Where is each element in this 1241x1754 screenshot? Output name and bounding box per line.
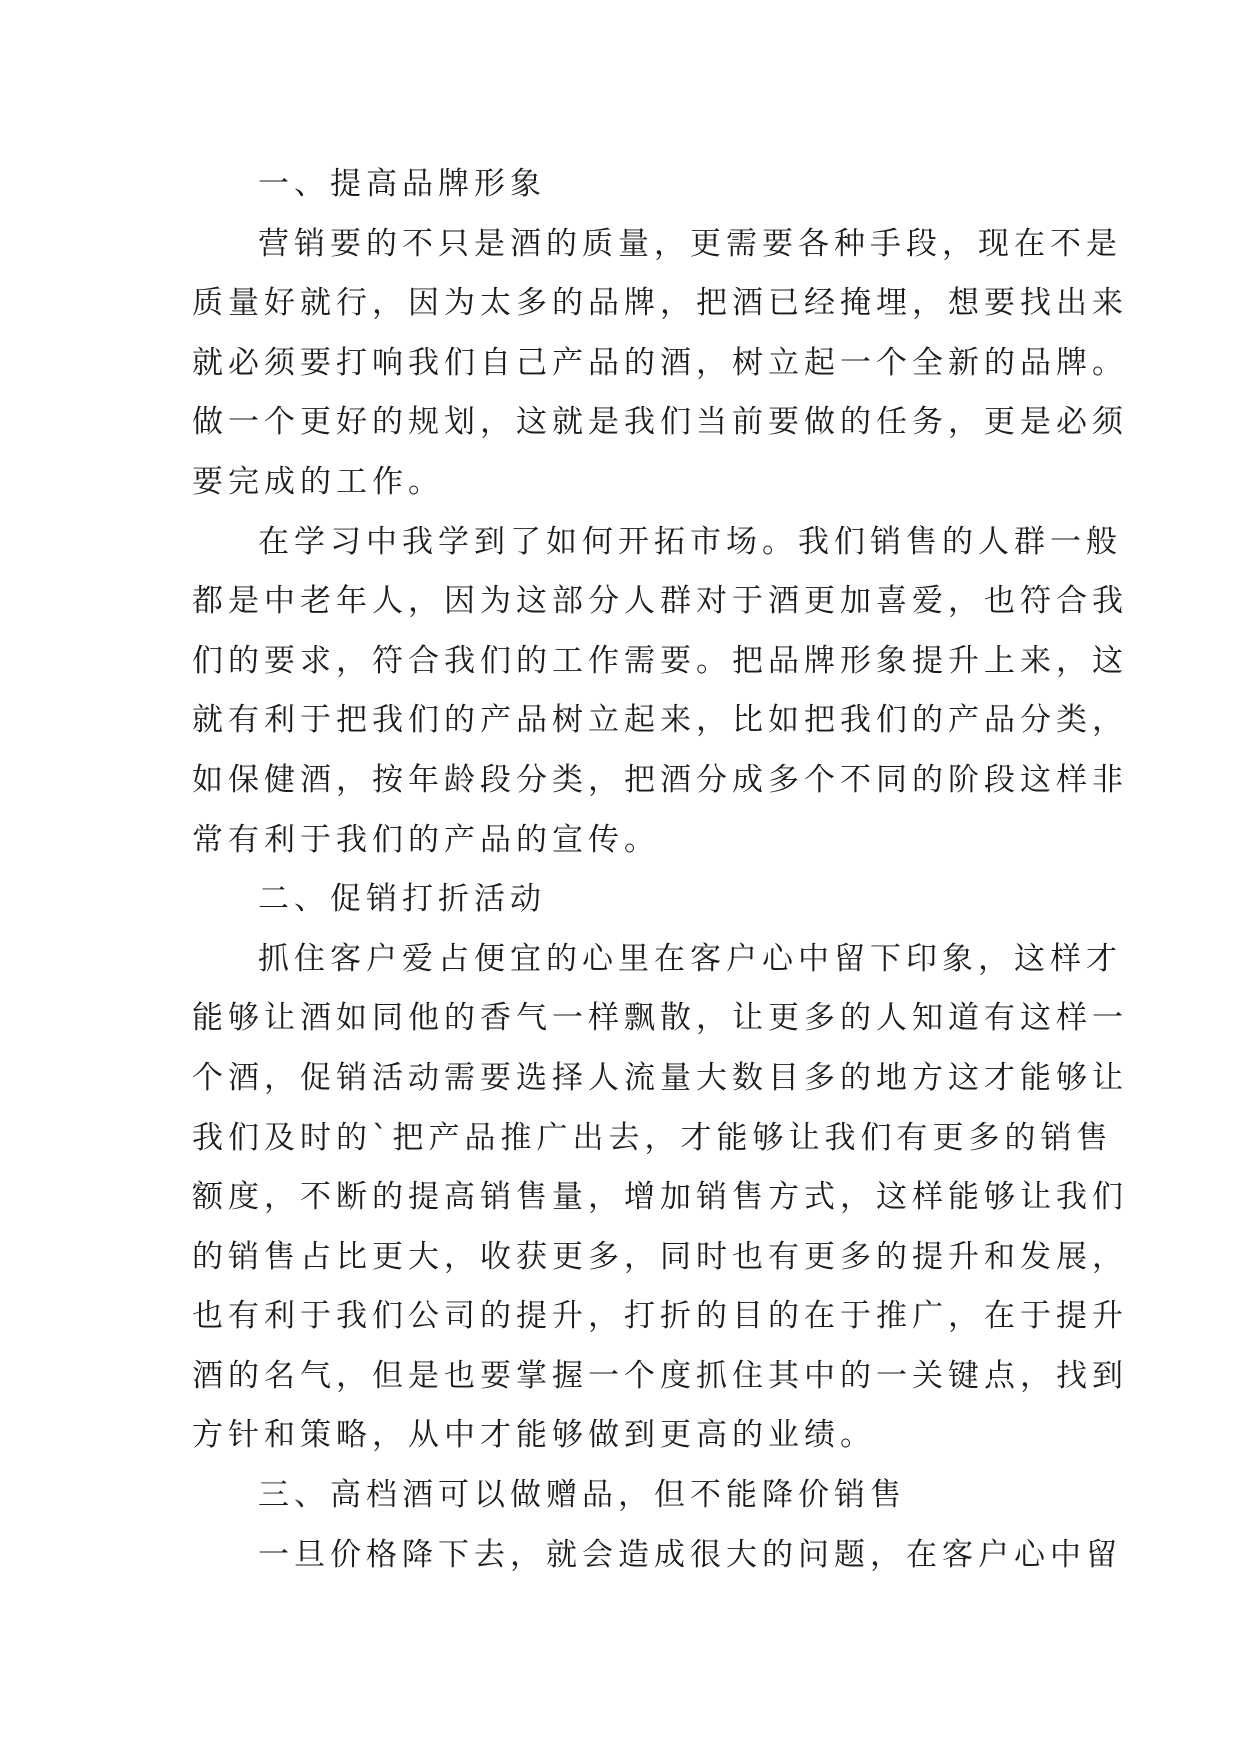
paragraph-line: 也有利于我们公司的提升，打折的目的在于推广，在于提升 — [192, 1298, 1128, 1335]
section-heading-2: 二、促销打折活动 — [258, 881, 546, 918]
paragraph-line: 就有利于把我们的产品树立起来，比如把我们的产品分类， — [192, 702, 1128, 739]
paragraph-line: 要完成的工作。 — [192, 463, 444, 500]
paragraph-line: 如保健酒，按年龄段分类，把酒分成多个不同的阶段这样非 — [192, 761, 1128, 798]
paragraph-line: 做一个更好的规划，这就是我们当前要做的任务，更是必须 — [192, 404, 1128, 441]
document-body — [192, 155, 1128, 1585]
paragraph-line: 酒的名气，但是也要掌握一个度抓住其中的一关键点，找到 — [192, 1357, 1128, 1394]
section-heading-3: 三、高档酒可以做赠品，但不能降价销售 — [258, 1477, 906, 1514]
paragraph-line: 营销要的不只是酒的质量，更需要各种手段，现在不是 — [258, 225, 1122, 262]
paragraph-line: 额度，不断的提高销售量，增加销售方式，这样能够让我们 — [192, 1179, 1128, 1216]
paragraph-line: 能够让酒如同他的香气一样飘散，让更多的人知道有这样一 — [192, 1000, 1128, 1037]
paragraph-line: 都是中老年人，因为这部分人群对于酒更加喜爱，也符合我 — [192, 583, 1128, 620]
paragraph-line: 抓住客户爱占便宜的心里在客户心中留下印象，这样才 — [258, 940, 1122, 977]
paragraph-line: 质量好就行，因为太多的品牌，把酒已经掩埋，想要找出来 — [192, 285, 1128, 322]
paragraph-line: 个酒，促销活动需要选择人流量大数目多的地方这才能够让 — [192, 1059, 1128, 1096]
paragraph-line: 常有利于我们的产品的宣传。 — [192, 821, 660, 858]
paragraph-line: 的销售占比更大，收获更多，同时也有更多的提升和发展， — [192, 1238, 1128, 1275]
paragraph-line: 方针和策略，从中才能够做到更高的业绩。 — [192, 1417, 876, 1454]
paragraph-line: 们的要求，符合我们的工作需要。把品牌形象提升上来，这 — [192, 642, 1128, 679]
paragraph-line: 我们及时的`把产品推广出去，才能够让我们有更多的销售 — [192, 1119, 1113, 1156]
paragraph-line: 就必须要打响我们自己产品的酒，树立起一个全新的品牌。 — [192, 344, 1128, 381]
paragraph-line: 在学习中我学到了如何开拓市场。我们销售的人群一般 — [258, 523, 1122, 560]
section-heading-1: 一、提高品牌形象 — [258, 166, 546, 202]
paragraph-line: 一旦价格降下去，就会造成很大的问题，在客户心中留 — [258, 1536, 1122, 1573]
